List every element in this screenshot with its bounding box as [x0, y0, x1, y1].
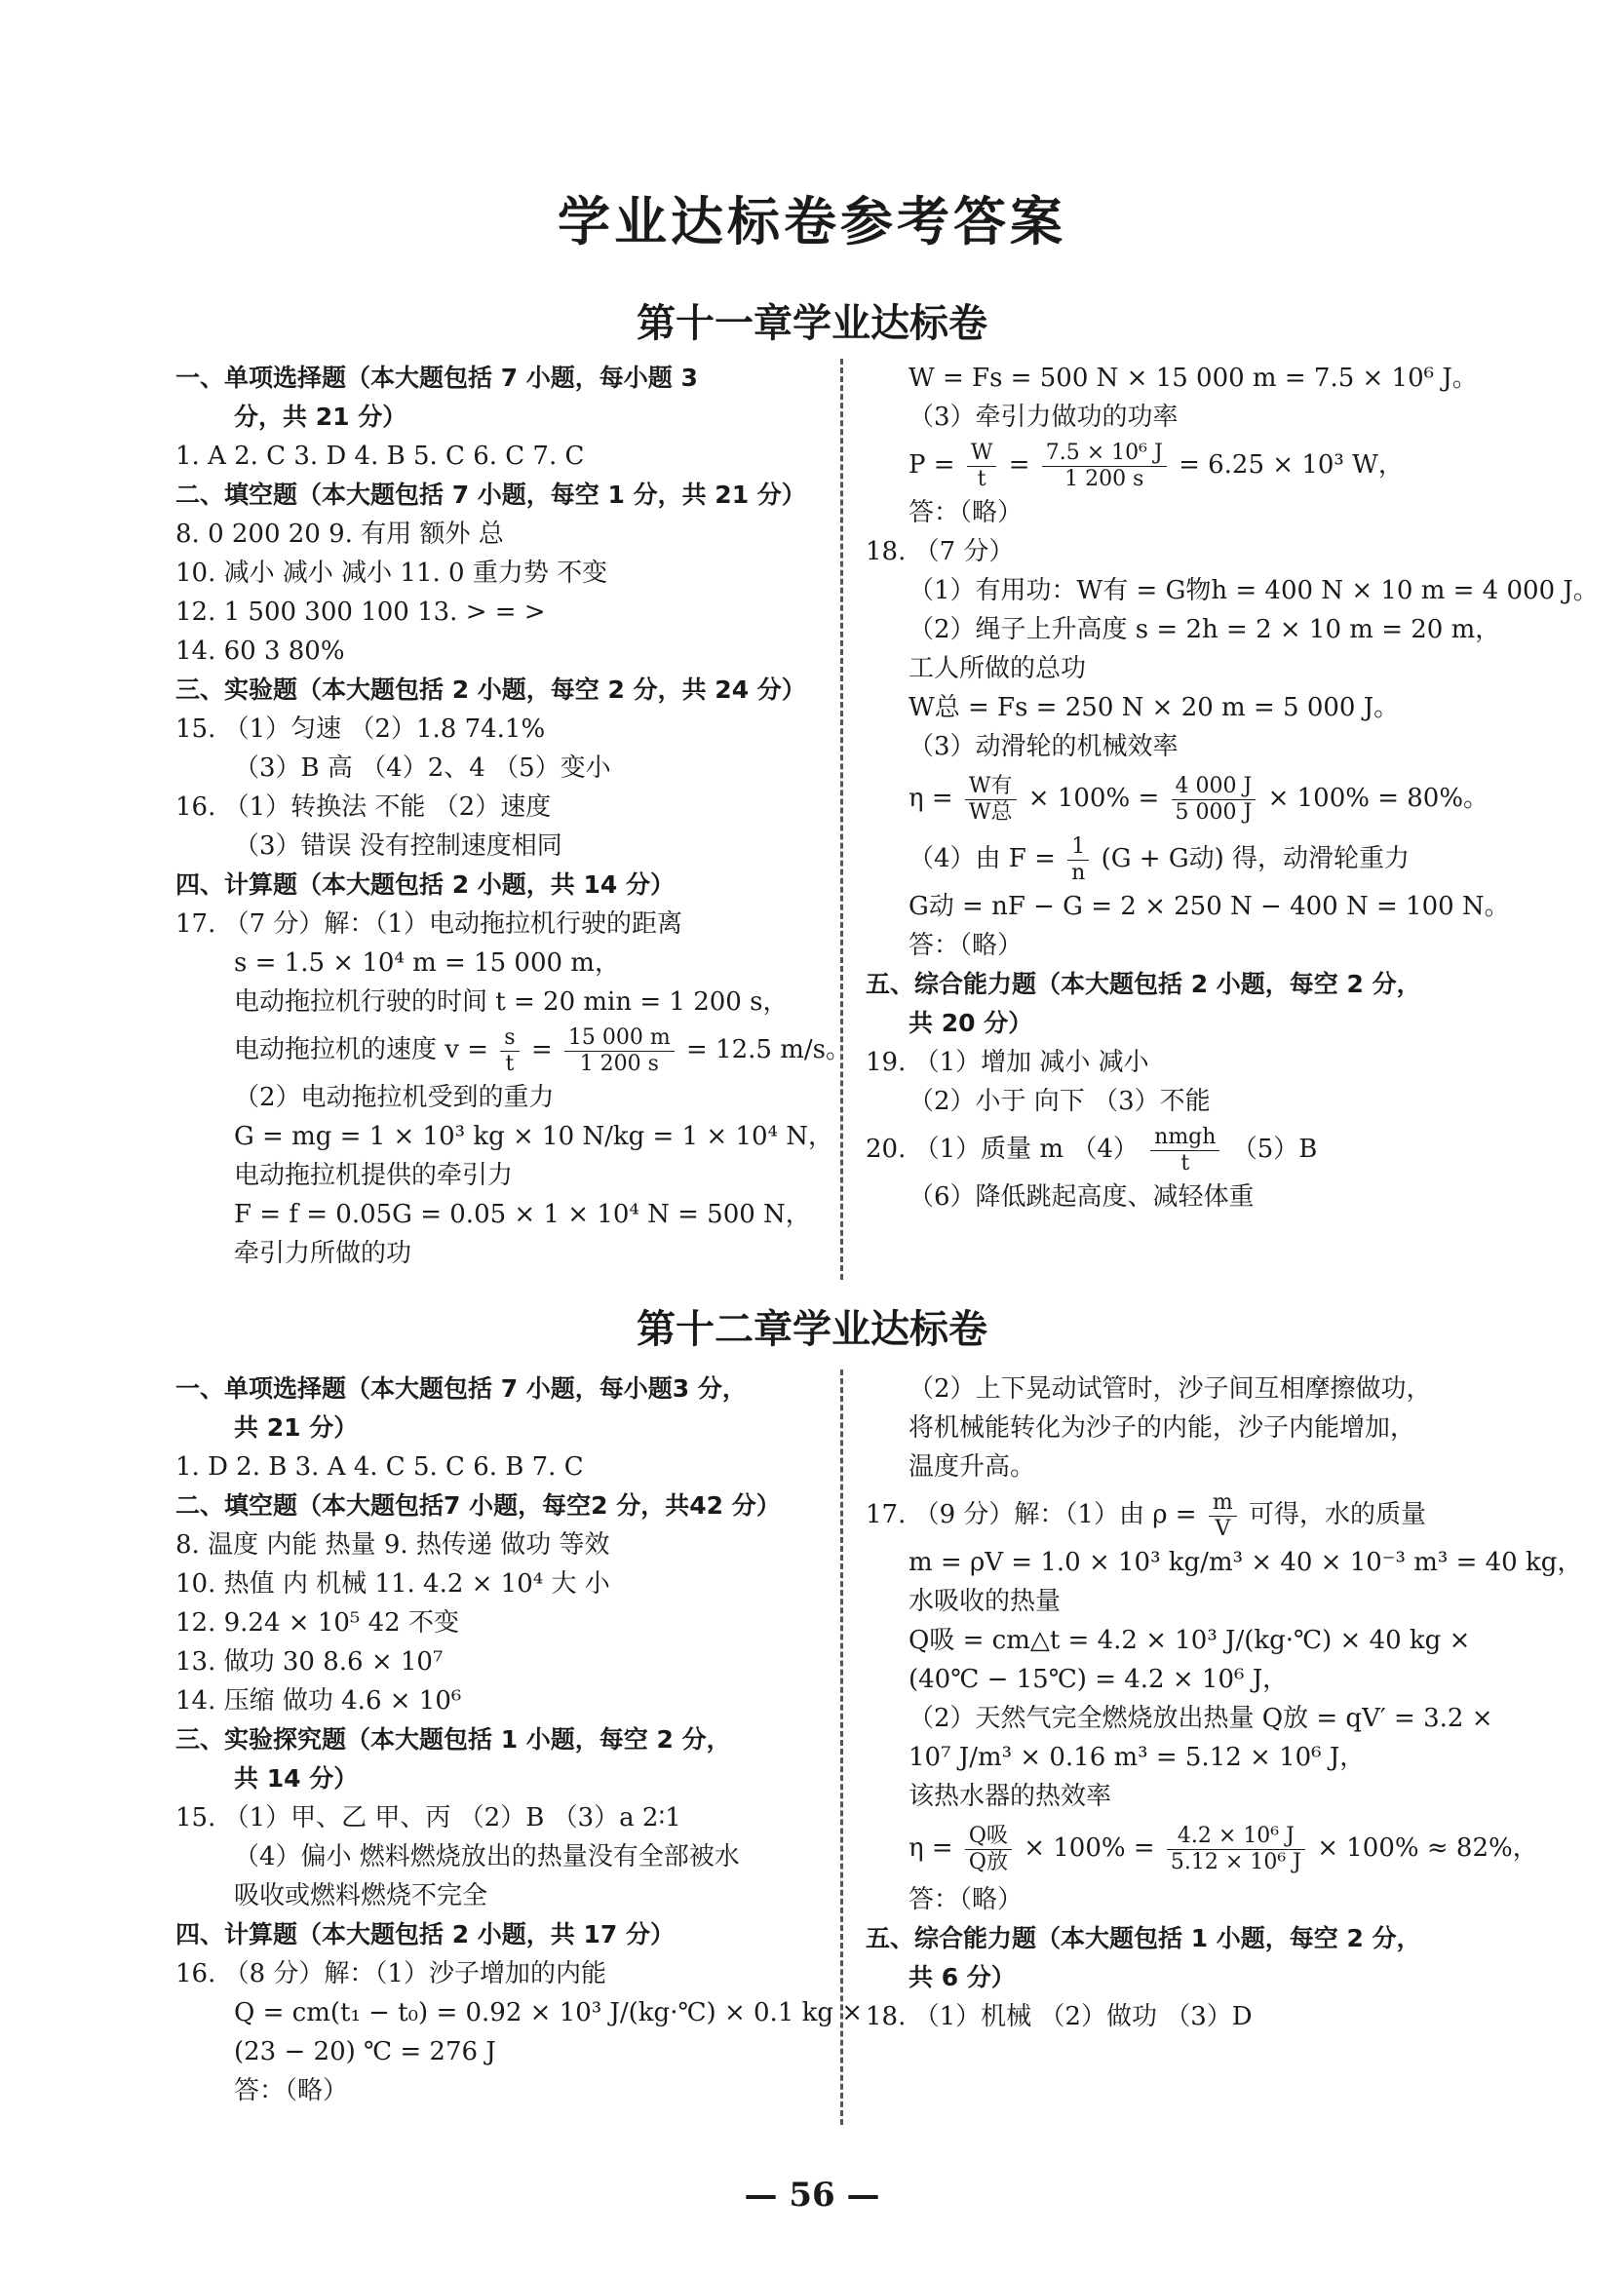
- fraction: [500, 1025, 519, 1076]
- formula-text: （5）B: [1231, 1135, 1318, 1164]
- answer-line: 电动拖拉机提供的牵引力: [234, 1161, 514, 1190]
- answer-line: 答：（略）: [909, 931, 1024, 960]
- numerator: W有: [965, 774, 1017, 799]
- formula-text: 可得，水的质量: [1248, 1500, 1426, 1529]
- answer-line: 14. 60 3 80%: [175, 637, 345, 666]
- answer-line: 水吸收的热量: [909, 1587, 1062, 1616]
- formula-text: 17. （9 分）解：（1）由 ρ =: [866, 1500, 1197, 1529]
- answer-line: 10. 热值 内 机械 11. 4.2 × 10⁴ 大 小: [175, 1569, 610, 1599]
- answer-line: 13. 做功 30 8.6 × 10⁷: [175, 1647, 444, 1677]
- chapter11-right-column: [866, 359, 1599, 1216]
- formula-line: [175, 1022, 851, 1078]
- answer-line: 工人所做的总功: [909, 654, 1087, 683]
- fraction: [965, 1824, 1012, 1874]
- numerator: 7.5 × 10⁶ J: [1042, 441, 1167, 466]
- answer-line: 吸收或燃料燃烧不完全: [234, 1881, 488, 1910]
- fraction: [1167, 1824, 1305, 1874]
- answer-line: Q = cm(t₁ − t₀) = 0.92 × 10³ J/(kg·℃) × 0.1 kg ×: [234, 1998, 864, 2027]
- answer-line: 15. （1）匀速 （2）1.8 74.1%: [175, 714, 546, 744]
- numerator: 4 000 J: [1172, 774, 1257, 799]
- chapter12-left-column: [175, 1369, 864, 2110]
- fraction: [564, 1025, 675, 1076]
- formula-text: 20. （1）质量 m （4）: [866, 1135, 1139, 1164]
- chapter12-title: 第十二章学业达标卷: [637, 1307, 987, 1352]
- formula-line: [866, 437, 1509, 493]
- fraction: [1172, 774, 1257, 825]
- answer-line: 1. D 2. B 3. A 4. C 5. C 6. B 7. C: [175, 1452, 584, 1482]
- page-title: 学业达标卷参考答案: [558, 191, 1066, 252]
- formula-text: 电动拖拉机的速度 v =: [234, 1035, 489, 1064]
- fraction: [1209, 1490, 1237, 1541]
- formula-text: =: [1008, 450, 1030, 480]
- formula-text: × 100% =: [1027, 784, 1160, 813]
- section-heading: 四、计算题（本大题包括 2 小题，共 17 分）: [175, 1920, 676, 1948]
- answer-line: 18. （1）机械 （2）做功 （3）D: [866, 2002, 1253, 2031]
- section-heading: 五、综合能力题（本大题包括 2 小题，每空 2 分，: [866, 970, 1421, 998]
- numerator: s: [500, 1025, 519, 1051]
- answer-line: （1）有用功：W有 = G物h = 400 N × 10 m = 4 000 J。: [909, 576, 1599, 605]
- answer-line: （4）偏小 燃料燃烧放出的热量没有全部被水: [234, 1842, 740, 1871]
- answer-line: （2）电动拖拉机受到的重力: [234, 1083, 555, 1112]
- numerator: W: [967, 441, 997, 466]
- section-heading: 二、填空题（本大题包括 7 小题，每空 1 分，共 21 分）: [175, 481, 806, 509]
- answer-line: （3）B 高 （4）2、4 （5）变小: [234, 753, 611, 783]
- answer-line: 16. （1）转换法 不能 （2）速度: [175, 792, 552, 822]
- fraction: [965, 774, 1017, 825]
- formula-line: [866, 1816, 1538, 1880]
- formula-text: P =: [909, 450, 955, 480]
- formula-text: × 100% =: [1024, 1833, 1155, 1863]
- answer-line: 17. （7 分）解：（1）电动拖拉机行驶的距离: [175, 909, 682, 939]
- section-heading: 共 20 分）: [909, 1009, 1033, 1037]
- answer-line: Q吸 = cm△t = 4.2 × 10³ J/(kg·℃) × 40 kg ×: [909, 1626, 1471, 1655]
- answer-line: 答：（略）: [909, 1885, 1024, 1914]
- numerator: 15 000 m: [564, 1025, 675, 1051]
- chapter12-right-column: [866, 1369, 1583, 2036]
- answer-line: (40℃ − 15℃) = 4.2 × 10⁶ J，: [909, 1665, 1289, 1694]
- section-heading: 一、单项选择题（本大题包括 7 小题，每小题3 分，: [175, 1374, 747, 1403]
- section-heading: 共 14 分）: [234, 1764, 359, 1793]
- numerator: 1: [1067, 834, 1089, 860]
- denominator: W总: [968, 799, 1013, 825]
- answer-line: （3）动滑轮的机械效率: [909, 732, 1179, 761]
- section-heading: 共 6 分）: [909, 1963, 1016, 1991]
- denominator: t: [977, 466, 986, 491]
- formula-text: = 6.25 × 10³ W，: [1179, 450, 1404, 480]
- numerator: 4.2 × 10⁶ J: [1167, 1824, 1305, 1849]
- answer-line: 12. 9.24 × 10⁵ 42 不变: [175, 1608, 459, 1638]
- answer-line: 15. （1）甲、乙 甲、丙 （2）B （3）a 2∶1: [175, 1803, 681, 1832]
- denominator: t: [505, 1051, 515, 1076]
- denominator: t: [1180, 1150, 1190, 1176]
- answer-line: 电动拖拉机行驶的时间 t = 20 min = 1 200 s，: [234, 987, 789, 1017]
- answer-line: （2）上下晃动试管时，沙子间互相摩擦做功，: [909, 1374, 1432, 1404]
- fraction: [1067, 834, 1089, 885]
- formula-line: [866, 1121, 1509, 1177]
- section-heading: 三、实验题（本大题包括 2 小题，每空 2 分，共 24 分）: [175, 675, 806, 704]
- formula-text: × 100% = 80%。: [1267, 784, 1489, 813]
- answer-line: G动 = nF − G = 2 × 250 N − 400 N = 100 N。: [909, 892, 1510, 921]
- answer-line: （2）小于 向下 （3）不能: [909, 1087, 1211, 1116]
- formula-text: =: [530, 1035, 553, 1064]
- formula-text: η =: [909, 784, 953, 813]
- fraction: [967, 441, 997, 491]
- answer-line: 将机械能转化为沙子的内能，沙子内能增加，: [909, 1413, 1416, 1443]
- answer-line: (23 − 20) ℃ = 276 J: [234, 2037, 496, 2066]
- formula-text: (G + G动) 得，动滑轮重力: [1101, 844, 1411, 873]
- denominator: 5.12 × 10⁶ J: [1170, 1849, 1301, 1874]
- answer-line: 10⁷ J/m³ × 0.16 m³ = 5.12 × 10⁶ J，: [909, 1743, 1366, 1772]
- denominator: 1 200 s: [579, 1051, 659, 1076]
- answer-line: s = 1.5 × 10⁴ m = 15 000 m，: [234, 948, 620, 978]
- formula-text: = 12.5 m/s。: [686, 1035, 851, 1064]
- formula-text: × 100% ≈ 82%，: [1317, 1833, 1538, 1863]
- formula-line: [866, 1486, 1509, 1543]
- answer-line: W = Fs = 500 N × 15 000 m = 7.5 × 10⁶ J。: [909, 364, 1478, 393]
- page-number: — 56 —: [744, 2176, 880, 2215]
- answer-line: m = ρV = 1.0 × 10³ kg/m³ × 40 × 10⁻³ m³ = 40 kg，: [909, 1548, 1583, 1577]
- answer-line: 14. 压缩 做功 4.6 × 10⁶: [175, 1686, 462, 1716]
- answer-line: 19. （1）增加 减小 减小: [866, 1048, 1149, 1077]
- formula-line: [866, 766, 1509, 830]
- denominator: 5 000 J: [1175, 799, 1253, 825]
- answer-line: （2）天然气完全燃烧放出热量 Q放 = qV′ = 3.2 ×: [909, 1704, 1493, 1733]
- section-heading: 二、填空题（本大题包括7 小题，每空2 分，共42 分）: [175, 1491, 781, 1520]
- answer-line: F = f = 0.05G = 0.05 × 1 × 10⁴ N = 500 N，: [234, 1200, 811, 1229]
- answer-line: 16. （8 分）解：（1）沙子增加的内能: [175, 1959, 606, 1988]
- section-heading: 共 21 分）: [234, 1413, 359, 1442]
- column-divider: [840, 359, 843, 1280]
- fraction: [1150, 1125, 1219, 1176]
- denominator: n: [1071, 860, 1086, 885]
- answer-line: （6）降低跳起高度、减轻体重: [909, 1182, 1255, 1212]
- answer-line: （2）绳子上升高度 s = 2h = 2 × 10 m = 20 m，: [909, 615, 1501, 644]
- answer-line: G = mg = 1 × 10³ kg × 10 N/kg = 1 × 10⁴ N，: [234, 1122, 833, 1151]
- formula-line: [866, 830, 1509, 887]
- denominator: 1 200 s: [1064, 466, 1144, 491]
- answer-line: 8. 温度 内能 热量 9. 热传递 做功 等效: [175, 1530, 610, 1560]
- answer-line: W总 = Fs = 250 N × 20 m = 5 000 J。: [909, 693, 1400, 722]
- section-heading: 五、综合能力题（本大题包括 1 小题，每空 2 分，: [866, 1924, 1421, 1952]
- numerator: nmgh: [1150, 1125, 1219, 1150]
- section-heading: 分，共 21 分）: [234, 403, 407, 431]
- answer-line: 牵引力所做的功: [234, 1239, 412, 1268]
- answer-line: 8. 0 200 20 9. 有用 额外 总: [175, 520, 504, 549]
- answer-line: 12. 1 500 300 100 13. > = >: [175, 598, 546, 627]
- numerator: m: [1209, 1490, 1237, 1516]
- answer-line: 温度升高。: [909, 1452, 1036, 1482]
- answer-line: （3）牵引力做功的功率: [909, 403, 1179, 432]
- answer-line: 答：（略）: [234, 2076, 349, 2105]
- section-heading: 四、计算题（本大题包括 2 小题，共 14 分）: [175, 870, 676, 899]
- numerator: Q吸: [965, 1824, 1012, 1849]
- denominator: V: [1215, 1516, 1231, 1541]
- section-heading: 一、单项选择题（本大题包括 7 小题，每小题 3: [175, 364, 698, 392]
- section-heading: 三、实验探究题（本大题包括 1 小题，每空 2 分，: [175, 1725, 731, 1754]
- answer-line: 18. （7 分）: [866, 537, 1015, 566]
- answer-line: 答：（略）: [909, 498, 1024, 527]
- chapter11-title: 第十一章学业达标卷: [637, 301, 987, 346]
- chapter11-left-column: [175, 359, 851, 1273]
- formula-text: （4）由 F =: [909, 844, 1056, 873]
- fraction: [1042, 441, 1167, 491]
- answer-line: 10. 减小 减小 减小 11. 0 重力势 不变: [175, 559, 608, 588]
- answer-line: （3）错误 没有控制速度相同: [234, 831, 562, 861]
- formula-text: η =: [909, 1833, 953, 1863]
- answer-line: 该热水器的热效率: [909, 1782, 1112, 1811]
- answer-line: 1. A 2. C 3. D 4. B 5. C 6. C 7. C: [175, 442, 585, 471]
- denominator: Q放: [968, 1849, 1008, 1874]
